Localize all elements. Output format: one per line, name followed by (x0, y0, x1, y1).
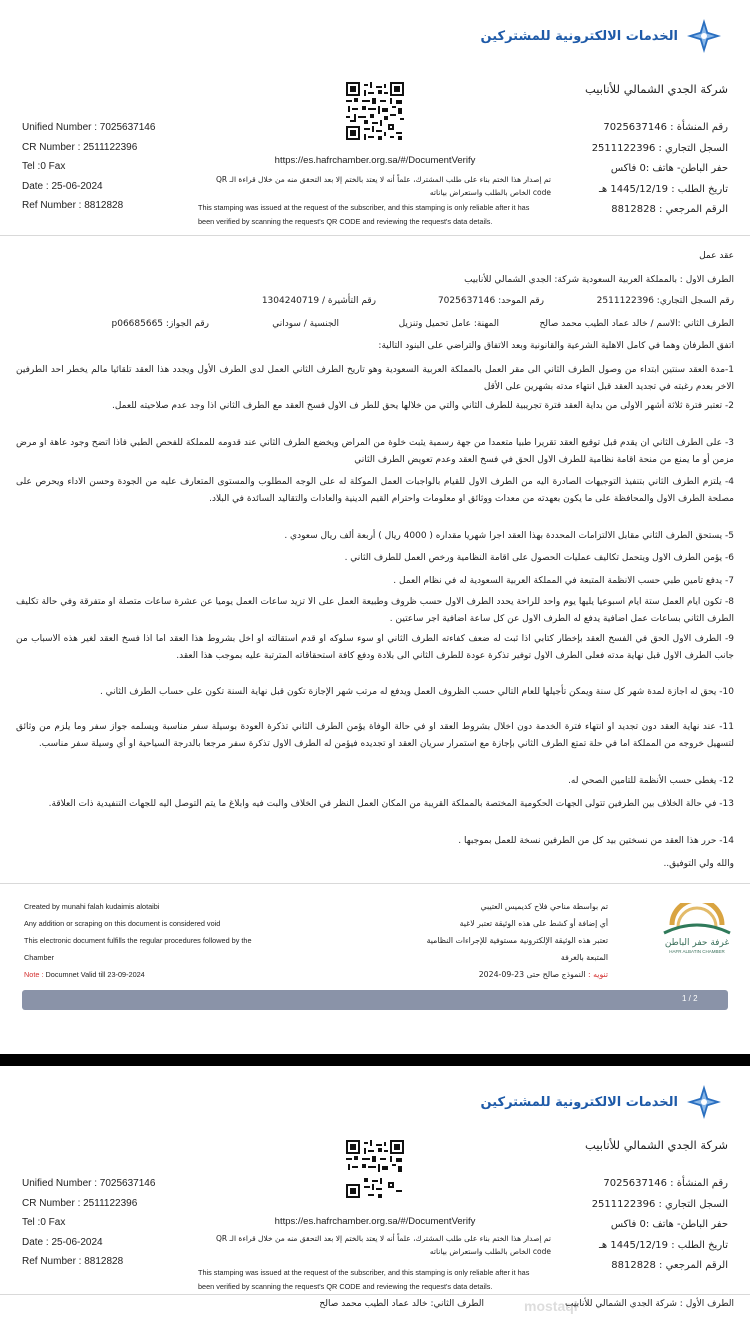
cr-number: CR Number : 2511122396 (22, 141, 138, 153)
request-date: تاريخ الطلب : 1445/12/19 هـ (599, 183, 728, 195)
party2-passport: رقم الجواز: p06685665 (111, 319, 209, 329)
clause-8: 8- تكون ايام العمل ستة ايام اسبوعيا يليها يوم واحد للراحة يحدد الطرف الاول حسب ظروف وطبيعة العمل على الا تزيد ساعات العمل يوميا عن عشرة ساعات متصلة او متفرقة وفي حالة تكليف الطرف الثاني بساعات عمل اضافية يدفع له الطرف الاول عن كل ساعة اضافية اجر ساعتين . (16, 597, 734, 624)
clause-5: 5- يستحق الطرف الثاني مقابل الالتزامات المحددة بهذا العقد اجرا شهريا مقداره ( 4000 ريال ) أربعة ألف ريال سعودي . (284, 531, 734, 541)
verify-url-2[interactable]: https://es.hafrchamber.org.sa/#/DocumentVerify (274, 1216, 476, 1227)
validity-note: Note : Documnet Valid till 23-09-2024 (24, 970, 145, 979)
party2-nationality: الجنسية / سوداني (272, 319, 339, 329)
tel-fax-2: Tel :0 Fax (22, 1217, 66, 1229)
clause-3: 3- على الطرف الثاني ان يقدم قبل توقيع العقد تقريرا طبيا متعمدا من جهة رسمية يثبت خلوة من المراض ويخضع الطرف الثاني عند قدومه للمملكة للفحص الطبي فاذا اتضح وجود عاهة او مرض مزمن أو ما يمنع من منحة اقامة نظامية للطرف الاول الحق في فسخ العقد وعدم تعويض الطرف الثاني (16, 438, 734, 465)
document-page-2 (0, 1066, 750, 1334)
commercial-register: السجل التجاري : 2511122396 (591, 142, 728, 154)
validity-note-ar: تنويه : النموذج صالح حتى 23-09-2024 (478, 970, 608, 979)
unified-number-2: Unified Number : 7025637146 (22, 1178, 156, 1189)
chamber-name-ar: غرفة حفر الباطن (664, 938, 730, 948)
company-name-2: شركة الجدي الشمالي للأنابيب (585, 1138, 728, 1152)
company-name: شركة الجدي الشمالي للأنابيب (585, 82, 728, 96)
clause-12: 12- يغطى حسب الأنظمة للتامين الصحي له. (568, 776, 734, 786)
phone-fax-ar-2: حفر الباطن- هاتف :0 فاكس (610, 1219, 728, 1230)
clause-10: 10- يحق له اجازة لمدة شهر كل سنة ويمكن تأجيلها للعام التالي حسب الظروف العمل ويدفع له مرتب شهر الإجازة تكون قبل نهاية السنة تكون على حساب الطرف الثاني . (99, 687, 734, 697)
clause-6: 6- يؤمن الطرف الاول ويتحمل تكاليف عمليات الحصول على اقامة النظامية ورخص العمل للطرف الثاني . (344, 553, 734, 563)
stamp-notice-en-2: This stamping was issued at the request of the subscriber, and this stamping is only reliable after it has been verified by scanning the request's QR CODE and reviewing the request's data details. (198, 1268, 530, 1291)
party1-line: الطرف الاول : بالمملكة العربية السعودية شركة: الجدي الشمالي للأنابيب (464, 275, 734, 285)
contract-body (16, 0, 734, 890)
page2-party1: الطرف الأول : شركة الجدي الشمالي للأنابيب (565, 1299, 734, 1309)
party1-visa: رقم التأشيرة / 1304240719 (261, 296, 376, 306)
brand-title: الخدمات الالكترونية للمشتركين (480, 28, 678, 44)
contract-intro: اتفق الطرفان وهما في كامل الاهلية الشرعية والقانونية وبعد الاتفاق والتراضي على البنود التالية: (378, 341, 734, 351)
created-by: Created by munahi falah kudaimis alotaibi (24, 902, 160, 911)
watermark: mostaql (524, 1298, 578, 1314)
void-notice: Any addition or scraping on this document is considered void (24, 919, 221, 928)
stamp-notice-ar-2: تم إصدار هذا الختم بناء على طلب المشترك، علماً أنه لا يعتد بالختم إلا بعد التحقق منه من خلال قراءة الـ QR code الخاص بالطلب واستعراض بياناته (215, 1234, 551, 1256)
chamber-name-en: HAFR ALBATIN CHAMBER (669, 949, 725, 954)
facility-number: رقم المنشأة : 7025637146 (603, 122, 728, 133)
page-number: 1 / 2 (682, 994, 698, 1003)
stamp-notice-en: This stamping was issued at the request of the subscriber, and this stamping is only reliable after it has been verified by scanning the request's QR CODE and reviewing the request's data details. (198, 203, 530, 226)
request-date-2: تاريخ الطلب : 1445/12/19 هـ (599, 1239, 728, 1251)
brand-title-2: الخدمات الالكترونية للمشتركين (480, 1094, 678, 1110)
party2-name: الطرف الثاني :الاسم / خالد عماد الطيب محمد صالح (539, 319, 734, 329)
footer-divider (0, 883, 750, 884)
clause-14: 14- حرر هذا العقد من نسختين بيد كل من الطرفين نسخة للعمل بموجبها . (458, 836, 734, 846)
tel-fax: Tel :0 Fax (22, 161, 66, 173)
footer-en (24, 898, 252, 983)
hafr-chamber-logo-icon (658, 903, 736, 955)
clause-7: 7- يدفع تامين طبي حسب الانظمة المتبعة في المملكة العربية السعودية له في نظام العمل . (393, 576, 734, 586)
party1-cr: رقم السجل التجاري: 2511122396 (596, 296, 734, 306)
party2-job: المهنة: عامل تحميل وتنزيل (398, 319, 499, 329)
reference-number-ar-2: الرقم المرجعي : 8812828 (611, 1260, 728, 1271)
clause-1: 1-مدة العقد سنتين ابتداء من وصول الطرف الثاني الى مقر العمل بالمملكة العربية السعودية وهو تاريخ الطرف الثاني العمل لدى الطرف الأول ويجدد هذا العقد تلقائيا مالم يخطر احد الطرفين الاخر بعدم رغبته في تجديد العقد قبل انتهاء مدته بشهرين على الأقل (16, 365, 734, 392)
fulfill-notice: This electronic document fulfills the regular procedures followed by the (24, 936, 252, 945)
ref-number-2: Ref Number : 8812828 (22, 1256, 124, 1268)
clause-9: 9- الطرف الاول الحق في الفسخ العقد بإخطار كتابي اذا ثبت له ضعف كفاءته الطرف الثاني او سوء سلوكه او قدم استقالته او اخل بشروط هذا العقد اما اذا فسخ العقد لغير هذه الاسباب من جانب الطرف الاول قبل نهاية مدته فعلى الطرف الاول توفير تذكرة عودة للطرف الثاني الى بلادة ودفع كافة استحقاقاته المترتبة عليه بموجب هذا العقد. (16, 634, 734, 661)
void-notice-ar: أي إضافة أو كشط على هذه الوثيقة تعتبر لاغية (459, 919, 608, 928)
created-by-ar: تم بواسطة مناحي فلاح كديميس العتيبي (480, 902, 608, 911)
ref-number: Ref Number : 8812828 (22, 200, 124, 212)
date: Date : 25-06-2024 (22, 180, 103, 192)
phone-fax-ar: حفر الباطن- هاتف :0 فاكس (610, 163, 728, 174)
reference-number-ar: الرقم المرجعي : 8812828 (611, 204, 728, 215)
facility-number-2: رقم المنشأة : 7025637146 (603, 1178, 728, 1189)
clause-2: 2- تعتبر فترة ثلاثة أشهر الاولى من بداية العقد فترة تجريبية للطرف الثاني والتي من خلالها يحق للطر ف الاول فسخ العقد مع الطرف الثاني اذا وجد عدم صلاحيته للعمل. (111, 401, 734, 411)
clause-11: 11- عند نهاية العقد دون تجديد او انتهاء فترة الخدمة دون اخلال بشروط العقد او في حالة الوفاة يؤمن الطرف الثاني تذكرة العودة بوسيلة سفر مناسبة ويسلمه جواز سفر وما يلزم من وثائق لتسهيل خروجه من المملكة اما في حلة تمتع الطرف الثاني بإجازة مع استمرار سريان العقد او تجديده فيؤمن له الطرف الاول تذكرة سفر مرجعا بالدرجة السياحية او أي وسيلة سفر مناسب. (16, 722, 734, 749)
page2-body (16, 1066, 734, 1334)
commercial-register-2: السجل التجاري : 2511122396 (591, 1198, 728, 1210)
page2-party2: الطرف الثاني: خالد عماد الطيب محمد صالح (319, 1299, 484, 1309)
verify-url[interactable]: https://es.hafrchamber.org.sa/#/DocumentVerify (274, 155, 476, 166)
clause-13: 13- في حالة الخلاف بين الطرفين تتولى الجهات الحكومية المختصة بالمملكة القريبة من المكان العمل النظر في الخلاف والبت فيه وابلاغ ما يتم التوصل اليه للجهات التنفيدية ذات العلاقة. (48, 799, 734, 809)
stamp-notice-ar: تم إصدار هذا الختم بناء على طلب المشترك، علماً أنه لا يعتد بالختم إلا بعد التحقق منه من خلال قراءة الـ QR code الخاص بالطلب واستعراض بياناته (215, 175, 551, 197)
fulfill-notice-ar: تعتبر هذه الوثيقة الإلكترونية مستوفية للإجراءات النظامية المتبعة بالغرفة (426, 936, 608, 962)
page-indicator-bar (22, 990, 728, 1010)
unified-number: Unified Number : 7025637146 (22, 122, 156, 133)
party1-unified: رقم الموحد: 7025637146 (437, 296, 544, 306)
chamber-word: Chamber (24, 953, 55, 962)
contract-title: عقد عمل (699, 251, 734, 261)
footer-ar (420, 898, 608, 983)
cr-number-2: CR Number : 2511122396 (22, 1197, 138, 1209)
closing-line: والله ولي التوفيق.. (663, 859, 734, 869)
clause-4: 4- يلتزم الطرف الثاني بتنفيذ التوجيهات الصادرة اليه من الطرف الاول للقيام بالواجبات العمل الموكلة له على الوجه المطلوب والمستوى المتعارف عليه من الجودة وحسن الاداء ويحرص على مصلحة الطرف الاول والمحافظة على ما يكون بعهدته من معدات ووثائق او معلومات واحترام القيم الدينية والعادات والتقاليد السائدة في البلاد. (16, 477, 734, 504)
date-2: Date : 25-06-2024 (22, 1236, 103, 1248)
